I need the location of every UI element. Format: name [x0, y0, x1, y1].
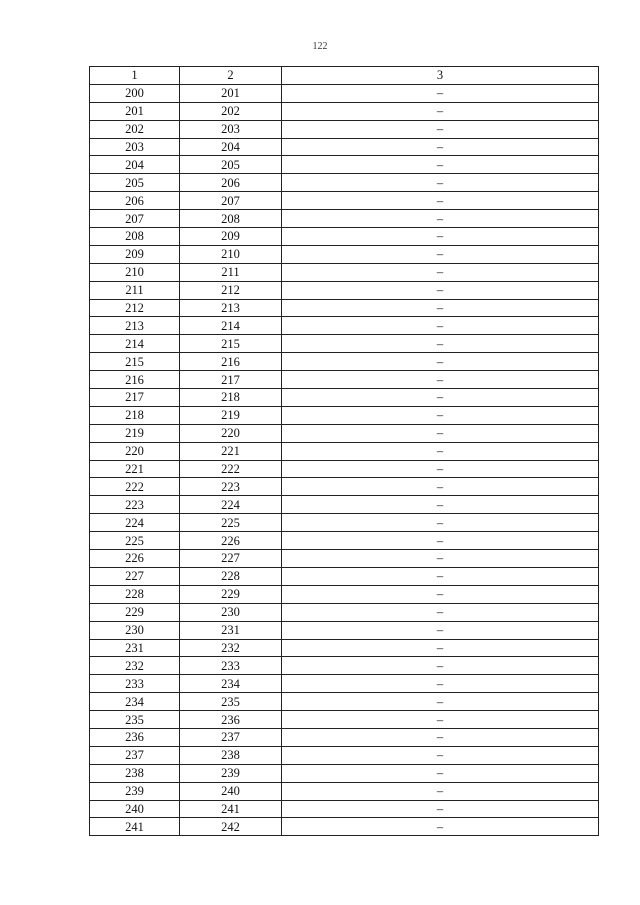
- table-cell: 241: [90, 818, 180, 836]
- table-cell: 216: [180, 353, 282, 371]
- table-row: [90, 424, 599, 442]
- table-cell: –: [282, 639, 599, 657]
- table-row: [90, 335, 599, 353]
- table-cell: 236: [90, 728, 180, 746]
- table-cell: 208: [90, 228, 180, 246]
- table-cell: 238: [90, 764, 180, 782]
- table-cell: 205: [180, 156, 282, 174]
- table-row: [90, 371, 599, 389]
- table-cell: 221: [180, 442, 282, 460]
- table-cell: 204: [180, 138, 282, 156]
- table-row: [90, 156, 599, 174]
- table-row: [90, 353, 599, 371]
- table-cell: 217: [90, 389, 180, 407]
- table-cell: –: [282, 138, 599, 156]
- table-cell: 228: [180, 567, 282, 585]
- table-row: [90, 174, 599, 192]
- table-cell: –: [282, 156, 599, 174]
- table-cell: 213: [90, 317, 180, 335]
- table-cell: –: [282, 353, 599, 371]
- table-row: [90, 782, 599, 800]
- table-cell: –: [282, 263, 599, 281]
- table-cell: 203: [180, 120, 282, 138]
- table-cell: 234: [180, 675, 282, 693]
- table-cell: 222: [180, 460, 282, 478]
- table-cell: –: [282, 281, 599, 299]
- table-cell: 208: [180, 210, 282, 228]
- table-cell: –: [282, 299, 599, 317]
- table-cell: 218: [90, 406, 180, 424]
- table-cell: 225: [90, 532, 180, 550]
- data-table: [89, 66, 599, 836]
- table-row: [90, 800, 599, 818]
- table-cell: –: [282, 210, 599, 228]
- table-cell: 201: [180, 84, 282, 102]
- table-cell: –: [282, 335, 599, 353]
- table-row: [90, 693, 599, 711]
- table-cell: 229: [180, 585, 282, 603]
- table-row: [90, 84, 599, 102]
- table-row: [90, 550, 599, 568]
- table-row: [90, 389, 599, 407]
- table-cell: –: [282, 102, 599, 120]
- table-cell: 210: [180, 245, 282, 263]
- table-cell: 211: [180, 263, 282, 281]
- table-cell: –: [282, 764, 599, 782]
- table-cell: 217: [180, 371, 282, 389]
- table-row: [90, 460, 599, 478]
- table-cell: –: [282, 228, 599, 246]
- table-cell: –: [282, 389, 599, 407]
- table-cell: 233: [180, 657, 282, 675]
- table-cell: –: [282, 800, 599, 818]
- table-cell: –: [282, 478, 599, 496]
- table-row: [90, 317, 599, 335]
- table-cell: 242: [180, 818, 282, 836]
- table-cell: 221: [90, 460, 180, 478]
- table-cell: –: [282, 424, 599, 442]
- table-cell: 214: [180, 317, 282, 335]
- table-row: [90, 603, 599, 621]
- table-cell: 226: [180, 532, 282, 550]
- table-row: [90, 621, 599, 639]
- table-cell: –: [282, 746, 599, 764]
- table-row: [90, 514, 599, 532]
- table-cell: 222: [90, 478, 180, 496]
- table-header-row: [90, 67, 599, 85]
- table-cell: 226: [90, 550, 180, 568]
- table-cell: 203: [90, 138, 180, 156]
- table-cell: 209: [180, 228, 282, 246]
- table-cell: 228: [90, 585, 180, 603]
- table-cell: 227: [180, 550, 282, 568]
- table-cell: 205: [90, 174, 180, 192]
- table-cell: –: [282, 496, 599, 514]
- table-cell: 237: [90, 746, 180, 764]
- table-cell: 230: [90, 621, 180, 639]
- table-cell: –: [282, 532, 599, 550]
- table-cell: –: [282, 621, 599, 639]
- table-row: [90, 657, 599, 675]
- table-cell: 216: [90, 371, 180, 389]
- table-cell: 239: [90, 782, 180, 800]
- table-cell: 240: [90, 800, 180, 818]
- table-row: [90, 102, 599, 120]
- table-cell: 214: [90, 335, 180, 353]
- table-row: [90, 281, 599, 299]
- table-cell: 202: [180, 102, 282, 120]
- table-cell: 232: [180, 639, 282, 657]
- page-number: 122: [312, 41, 328, 52]
- column-header: 2: [180, 67, 282, 85]
- table-cell: 210: [90, 263, 180, 281]
- table-row: [90, 567, 599, 585]
- table-cell: 224: [180, 496, 282, 514]
- table-cell: –: [282, 245, 599, 263]
- table-cell: 223: [180, 478, 282, 496]
- table-cell: –: [282, 84, 599, 102]
- table-cell: 224: [90, 514, 180, 532]
- table-cell: –: [282, 711, 599, 729]
- table-cell: 212: [180, 281, 282, 299]
- table-cell: 207: [180, 192, 282, 210]
- table-cell: –: [282, 120, 599, 138]
- table-row: [90, 299, 599, 317]
- table-cell: 200: [90, 84, 180, 102]
- table-cell: 204: [90, 156, 180, 174]
- table-row: [90, 532, 599, 550]
- column-header: 3: [282, 67, 599, 85]
- table-cell: 238: [180, 746, 282, 764]
- table-row: [90, 728, 599, 746]
- table-cell: 240: [180, 782, 282, 800]
- table-row: [90, 210, 599, 228]
- table-cell: 241: [180, 800, 282, 818]
- table-cell: 220: [180, 424, 282, 442]
- table-cell: 206: [90, 192, 180, 210]
- table-cell: 223: [90, 496, 180, 514]
- table-cell: 202: [90, 120, 180, 138]
- table-cell: –: [282, 442, 599, 460]
- table-row: [90, 764, 599, 782]
- table-cell: –: [282, 550, 599, 568]
- table-cell: 230: [180, 603, 282, 621]
- table-row: [90, 675, 599, 693]
- table-cell: –: [282, 818, 599, 836]
- table-row: [90, 818, 599, 836]
- table-row: [90, 478, 599, 496]
- table-cell: 220: [90, 442, 180, 460]
- table-cell: 215: [180, 335, 282, 353]
- table-row: [90, 711, 599, 729]
- table-cell: –: [282, 693, 599, 711]
- table-cell: 225: [180, 514, 282, 532]
- table-cell: 219: [180, 406, 282, 424]
- table-cell: 213: [180, 299, 282, 317]
- table-cell: 231: [180, 621, 282, 639]
- table-row: [90, 746, 599, 764]
- table-cell: –: [282, 675, 599, 693]
- table-cell: 209: [90, 245, 180, 263]
- table-row: [90, 442, 599, 460]
- table-cell: 201: [90, 102, 180, 120]
- column-header: 1: [90, 67, 180, 85]
- table-cell: –: [282, 567, 599, 585]
- table-row: [90, 192, 599, 210]
- table-cell: 232: [90, 657, 180, 675]
- table-cell: –: [282, 782, 599, 800]
- table-cell: –: [282, 514, 599, 532]
- table-cell: 227: [90, 567, 180, 585]
- table-cell: 212: [90, 299, 180, 317]
- table-row: [90, 639, 599, 657]
- table-row: [90, 138, 599, 156]
- table-row: [90, 120, 599, 138]
- table-cell: 211: [90, 281, 180, 299]
- table-cell: 231: [90, 639, 180, 657]
- table-row: [90, 585, 599, 603]
- table-cell: 207: [90, 210, 180, 228]
- table-cell: 218: [180, 389, 282, 407]
- table-cell: 234: [90, 693, 180, 711]
- table-cell: –: [282, 460, 599, 478]
- table-row: [90, 263, 599, 281]
- table-cell: –: [282, 174, 599, 192]
- table-body: [90, 84, 599, 835]
- table-cell: –: [282, 192, 599, 210]
- table-cell: 236: [180, 711, 282, 729]
- table-cell: –: [282, 371, 599, 389]
- table-cell: 235: [90, 711, 180, 729]
- table-cell: –: [282, 585, 599, 603]
- table-cell: 215: [90, 353, 180, 371]
- table-cell: 237: [180, 728, 282, 746]
- table-cell: 239: [180, 764, 282, 782]
- table-cell: 235: [180, 693, 282, 711]
- table-cell: –: [282, 657, 599, 675]
- table-cell: –: [282, 728, 599, 746]
- table-row: [90, 406, 599, 424]
- table-cell: 233: [90, 675, 180, 693]
- table-row: [90, 496, 599, 514]
- table-cell: –: [282, 317, 599, 335]
- table-cell: –: [282, 603, 599, 621]
- table-row: [90, 245, 599, 263]
- table-cell: 229: [90, 603, 180, 621]
- table-cell: –: [282, 406, 599, 424]
- table-row: [90, 228, 599, 246]
- table-cell: 206: [180, 174, 282, 192]
- table-cell: 219: [90, 424, 180, 442]
